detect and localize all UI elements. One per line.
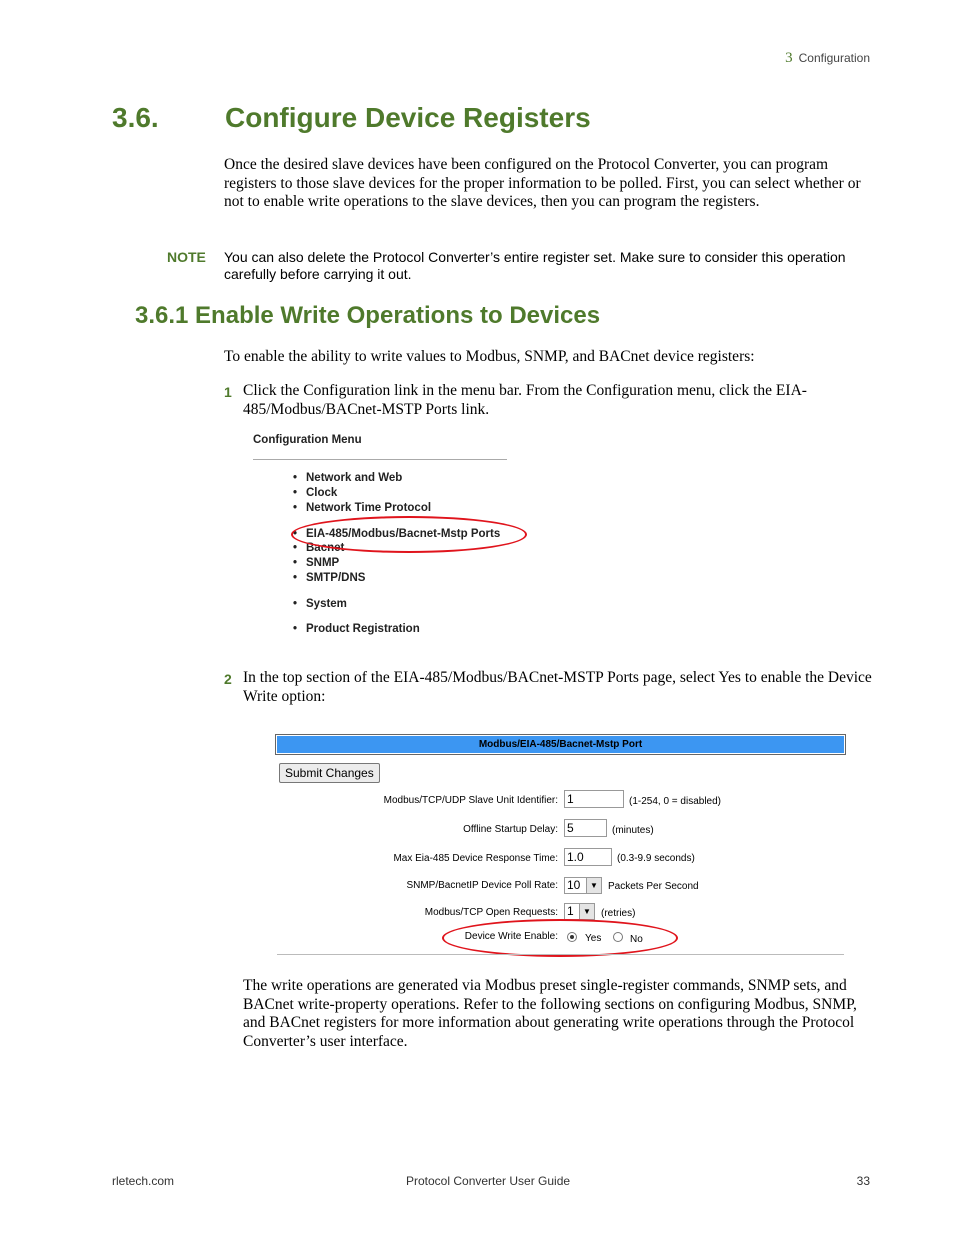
footer-page-number: 33 bbox=[856, 1174, 870, 1188]
ports-form-bottom-rule bbox=[277, 954, 844, 955]
intro-paragraph: Once the desired slave devices have been configured on the Protocol Converter, you can program registers to those slave devices for the proper information to be polled. First, you can select whether or not to enable write operations to the slave devices, then you can program the registers. bbox=[224, 156, 861, 211]
footer-website: rletech.com bbox=[112, 1174, 175, 1188]
step-2-text: In the top section of the EIA-485/Modbus/BACnet-MSTP Ports page, select Yes to enable the Device Write option: bbox=[243, 669, 872, 705]
ports-form-header-label: Modbus/EIA-485/Bacnet-Mstp Port bbox=[277, 736, 844, 753]
menu-item-system[interactable]: • System bbox=[293, 598, 347, 610]
menu-item-bacnet[interactable]: • Bacnet bbox=[293, 542, 345, 554]
open-requests-select[interactable] bbox=[564, 903, 595, 920]
closing-paragraph: The write operations are generated via Modbus preset single-register commands, SNMP sets, and BACnet write-property operations. Refer to the following sections on configuring Modbus, SNMP, and BACnet registers for more information about generating write operations through the Protocol Converter’s user interface. bbox=[243, 977, 857, 1050]
config-menu-divider bbox=[253, 459, 507, 460]
chapter-title: Configuration bbox=[798, 51, 870, 65]
write-enable-yes-label: Yes bbox=[585, 933, 602, 944]
poll-rate-label: SNMP/BacnetIP Device Poll Rate: bbox=[406, 880, 558, 891]
offline-startup-delay-hint: (minutes) bbox=[612, 825, 654, 836]
note-label: NOTE bbox=[167, 249, 206, 265]
dropdown-arrow-icon: ▼ bbox=[586, 878, 601, 893]
step-1-number: 1 bbox=[224, 384, 232, 400]
open-requests-label: Modbus/TCP Open Requests: bbox=[424, 907, 558, 918]
config-menu-title: Configuration Menu bbox=[253, 434, 362, 446]
poll-rate-hint: Packets Per Second bbox=[608, 881, 699, 892]
running-header bbox=[785, 50, 870, 67]
menu-item-snmp[interactable]: • SNMP bbox=[293, 557, 340, 569]
offline-startup-delay-input[interactable]: 5 bbox=[564, 819, 607, 837]
slave-unit-id-input[interactable]: 1 bbox=[564, 790, 624, 808]
poll-rate-value: 10 bbox=[567, 878, 581, 892]
offline-startup-delay-label: Offline Startup Delay: bbox=[463, 824, 558, 835]
max-response-time-label: Max Eia-485 Device Response Time: bbox=[393, 853, 558, 864]
submit-changes-button[interactable]: Submit Changes bbox=[279, 763, 380, 783]
poll-rate-select[interactable] bbox=[564, 877, 602, 894]
footer-guide-title: Protocol Converter User Guide bbox=[406, 1174, 571, 1188]
menu-item-smtp-dns[interactable]: • SMTP/DNS bbox=[293, 572, 366, 584]
write-enable-no-label: No bbox=[630, 934, 643, 945]
menu-item-eia485-ports[interactable]: • EIA-485/Modbus/Bacnet-Mstp Ports bbox=[293, 528, 501, 540]
section-number: 3.6. bbox=[112, 102, 159, 133]
ports-form-header bbox=[275, 734, 846, 755]
section-heading bbox=[112, 102, 591, 134]
note-text: You can also delete the Protocol Converter’s entire register set. Make sure to consider this operation carefully before carrying it out. bbox=[224, 249, 846, 282]
step-2-number: 2 bbox=[224, 671, 232, 687]
chapter-number: 3 bbox=[785, 50, 793, 66]
lead-paragraph: To enable the ability to write values to Modbus, SNMP, and BACnet device registers: bbox=[224, 348, 755, 365]
open-requests-value: 1 bbox=[567, 904, 574, 918]
max-response-time-hint: (0.3-9.9 seconds) bbox=[617, 853, 695, 864]
device-write-enable-label: Device Write Enable: bbox=[464, 931, 558, 942]
slave-unit-id-label: Modbus/TCP/UDP Slave Unit Identifier: bbox=[383, 795, 558, 806]
subsection-heading: 3.6.1 Enable Write Operations to Devices bbox=[135, 302, 601, 329]
highlight-ellipse-ports-link bbox=[291, 516, 527, 553]
dropdown-arrow-icon: ▼ bbox=[579, 904, 594, 919]
highlight-ellipse-write-enable bbox=[442, 919, 678, 957]
section-title: Configure Device Registers bbox=[225, 102, 591, 133]
open-requests-hint: (retries) bbox=[601, 908, 636, 919]
menu-item-product-registration[interactable]: • Product Registration bbox=[293, 623, 420, 635]
menu-item-clock[interactable]: • Clock bbox=[293, 487, 338, 499]
menu-item-network-web[interactable]: • Network and Web bbox=[293, 472, 403, 484]
step-1-text: Click the Configuration link in the menu bar. From the Configuration menu, click the EIA-485/Modbus/BACnet-MSTP Ports link. bbox=[243, 382, 807, 418]
slave-unit-id-hint: (1-254, 0 = disabled) bbox=[629, 796, 722, 807]
max-response-time-input[interactable]: 1.0 bbox=[564, 848, 612, 866]
menu-item-ntp[interactable]: • Network Time Protocol bbox=[293, 502, 432, 514]
